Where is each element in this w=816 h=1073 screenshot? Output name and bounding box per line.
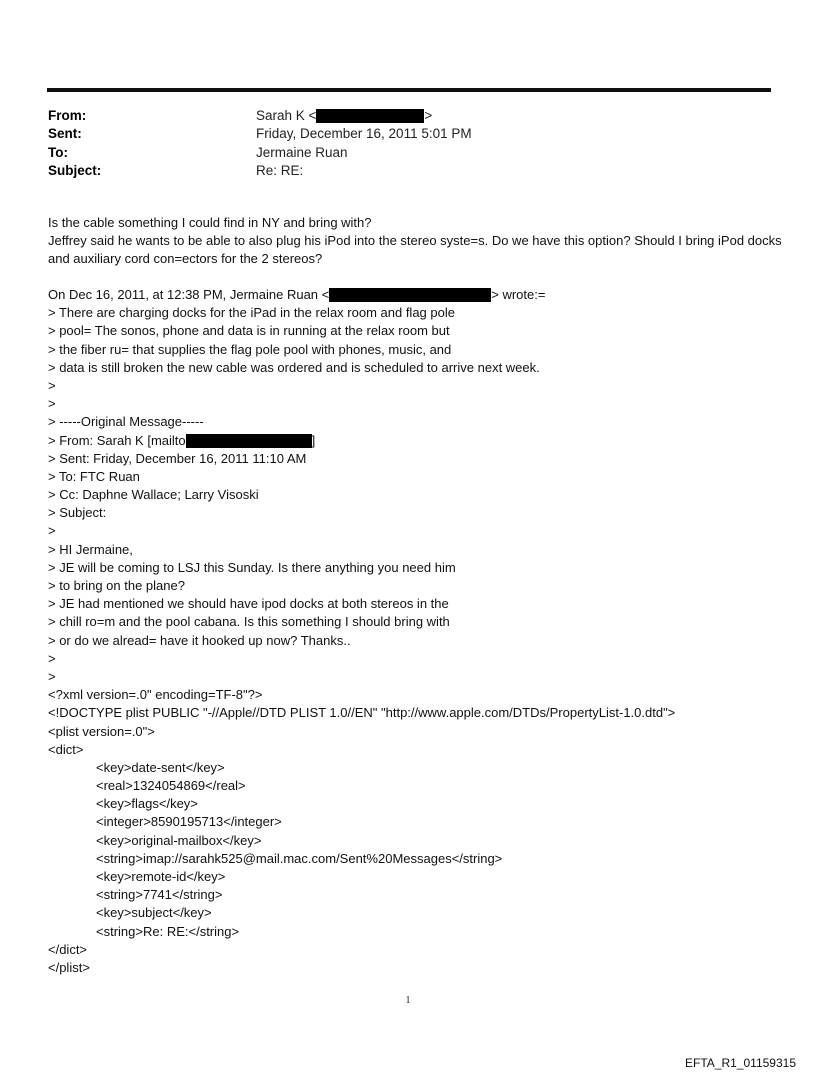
xml-entry: <string>imap://sarahk525@mail.mac.com/Sent%20Messages</string> [96,850,503,866]
intro-line: Is the cable something I could find in NY and bring with? [48,215,372,230]
redaction-block [329,288,491,302]
xml-entry: <string>Re: RE:</string> [96,923,240,939]
to-row [48,144,768,162]
quoted-line: > pool= The sonos, phone and data is in running at the relax room but [48,323,450,339]
xml-entry: <key>subject</key> [96,905,212,921]
sent-row [48,125,768,143]
quoted-line: > [48,377,56,393]
quoted-line: > HI Jermaine, [48,541,133,557]
quoted-line: > To: FTC Ruan [48,468,140,484]
from-label: From: [48,108,87,123]
quoted-line: > JE will be coming to LSJ this Sunday. Is there anything you need him [48,559,456,575]
mailto-prefix: > From: Sarah K [mailto [48,432,186,448]
mailto-suffix: ] [311,432,316,448]
redaction-block [186,434,312,448]
quoted-line: > to bring on the plane? [48,578,185,593]
email-header [48,107,768,181]
xml-plist-open: <plist version=.0"> [48,723,155,739]
quoted-line: > the fiber ru= that supplies the flag pole pool with phones, music, and [48,341,452,357]
subject-label: Subject: [48,163,102,179]
page-number: 1 [405,995,411,1006]
quoted-line: > Cc: Daphne Wallace; Larry Visoski [48,487,259,503]
quoted-line: > -----Original Message----- [48,414,204,430]
xml-entry: <key>flags</key> [96,796,198,812]
xml-entry: <real>1324054869</real> [96,778,246,794]
quoted-line: > chill ro=m and the pool cabana. Is this something I should bring with [48,614,450,630]
quoted-line: > [48,668,56,684]
sent-label: Sent: [48,126,82,142]
message-intro [48,214,788,269]
from-value-suffix: > [424,108,433,123]
reply-header-suffix: > wrote:= [491,287,546,302]
xml-doctype: <!DOCTYPE plist PUBLIC "-//Apple//DTD PLIST 1.0//EN" "http://www.apple.com/DTDs/PropertyList-1.0.dtd"> [48,705,676,721]
xml-dict-close: </dict> [48,941,88,957]
xml-entry: <key>date-sent</key> [96,759,225,775]
xml-entry: <key>original-mailbox</key> [96,832,262,848]
quoted-line: > Sent: Friday, December 16, 2011 11:10 AM [48,450,307,466]
quoted-line: > [48,650,56,666]
subject-row [48,162,768,180]
from-row [48,107,768,125]
quoted-line: > data is still broken the new cable was ordered and is scheduled to arrive next week. [48,359,540,375]
quoted-line: > JE had mentioned we should have ipod docks at both stereos in the [48,596,449,612]
from-value-prefix: Sarah K < [256,108,317,123]
mailto-line [48,432,788,450]
to-value: Jermaine Ruan [256,144,348,160]
xml-entry: <key>remote-id</key> [96,869,226,884]
reply-header [48,286,788,304]
quoted-line: > [48,523,56,539]
redaction-block [316,109,424,123]
sent-value: Friday, December 16, 2011 5:01 PM [256,126,472,142]
from-value [256,107,432,125]
reply-header-prefix: On Dec 16, 2011, at 12:38 PM, Jermaine Ruan < [48,287,330,302]
xml-entry: <string>7741</string> [96,887,223,903]
bates-number: EFTA_R1_01159315 [685,1056,796,1070]
xml-plist-close: </plist> [48,959,90,975]
quoted-line: > Subject: [48,505,107,521]
xml-dict-open: <dict> [48,741,84,757]
subject-value: Re: RE: [256,163,304,179]
to-label: To: [48,144,68,160]
xml-declaration: <?xml version=.0" encoding=TF-8"?> [48,687,263,703]
quoted-line: > or do we alread= have it hooked up now? Thanks.. [48,632,351,648]
quoted-thread [48,286,788,977]
header-rule [47,88,771,92]
quoted-line: > [48,396,56,412]
quoted-line: > There are charging docks for the iPad in the relax room and flag pole [48,305,455,321]
intro-line: Jeffrey said he wants to be able to also plug his iPod into the stereo syste=s. Do we have this option? Should I bring iPod docks and auxiliary cord con=ectors for the 2 stereos? [48,233,782,267]
xml-entry: <integer>8590195713</integer> [96,814,282,830]
